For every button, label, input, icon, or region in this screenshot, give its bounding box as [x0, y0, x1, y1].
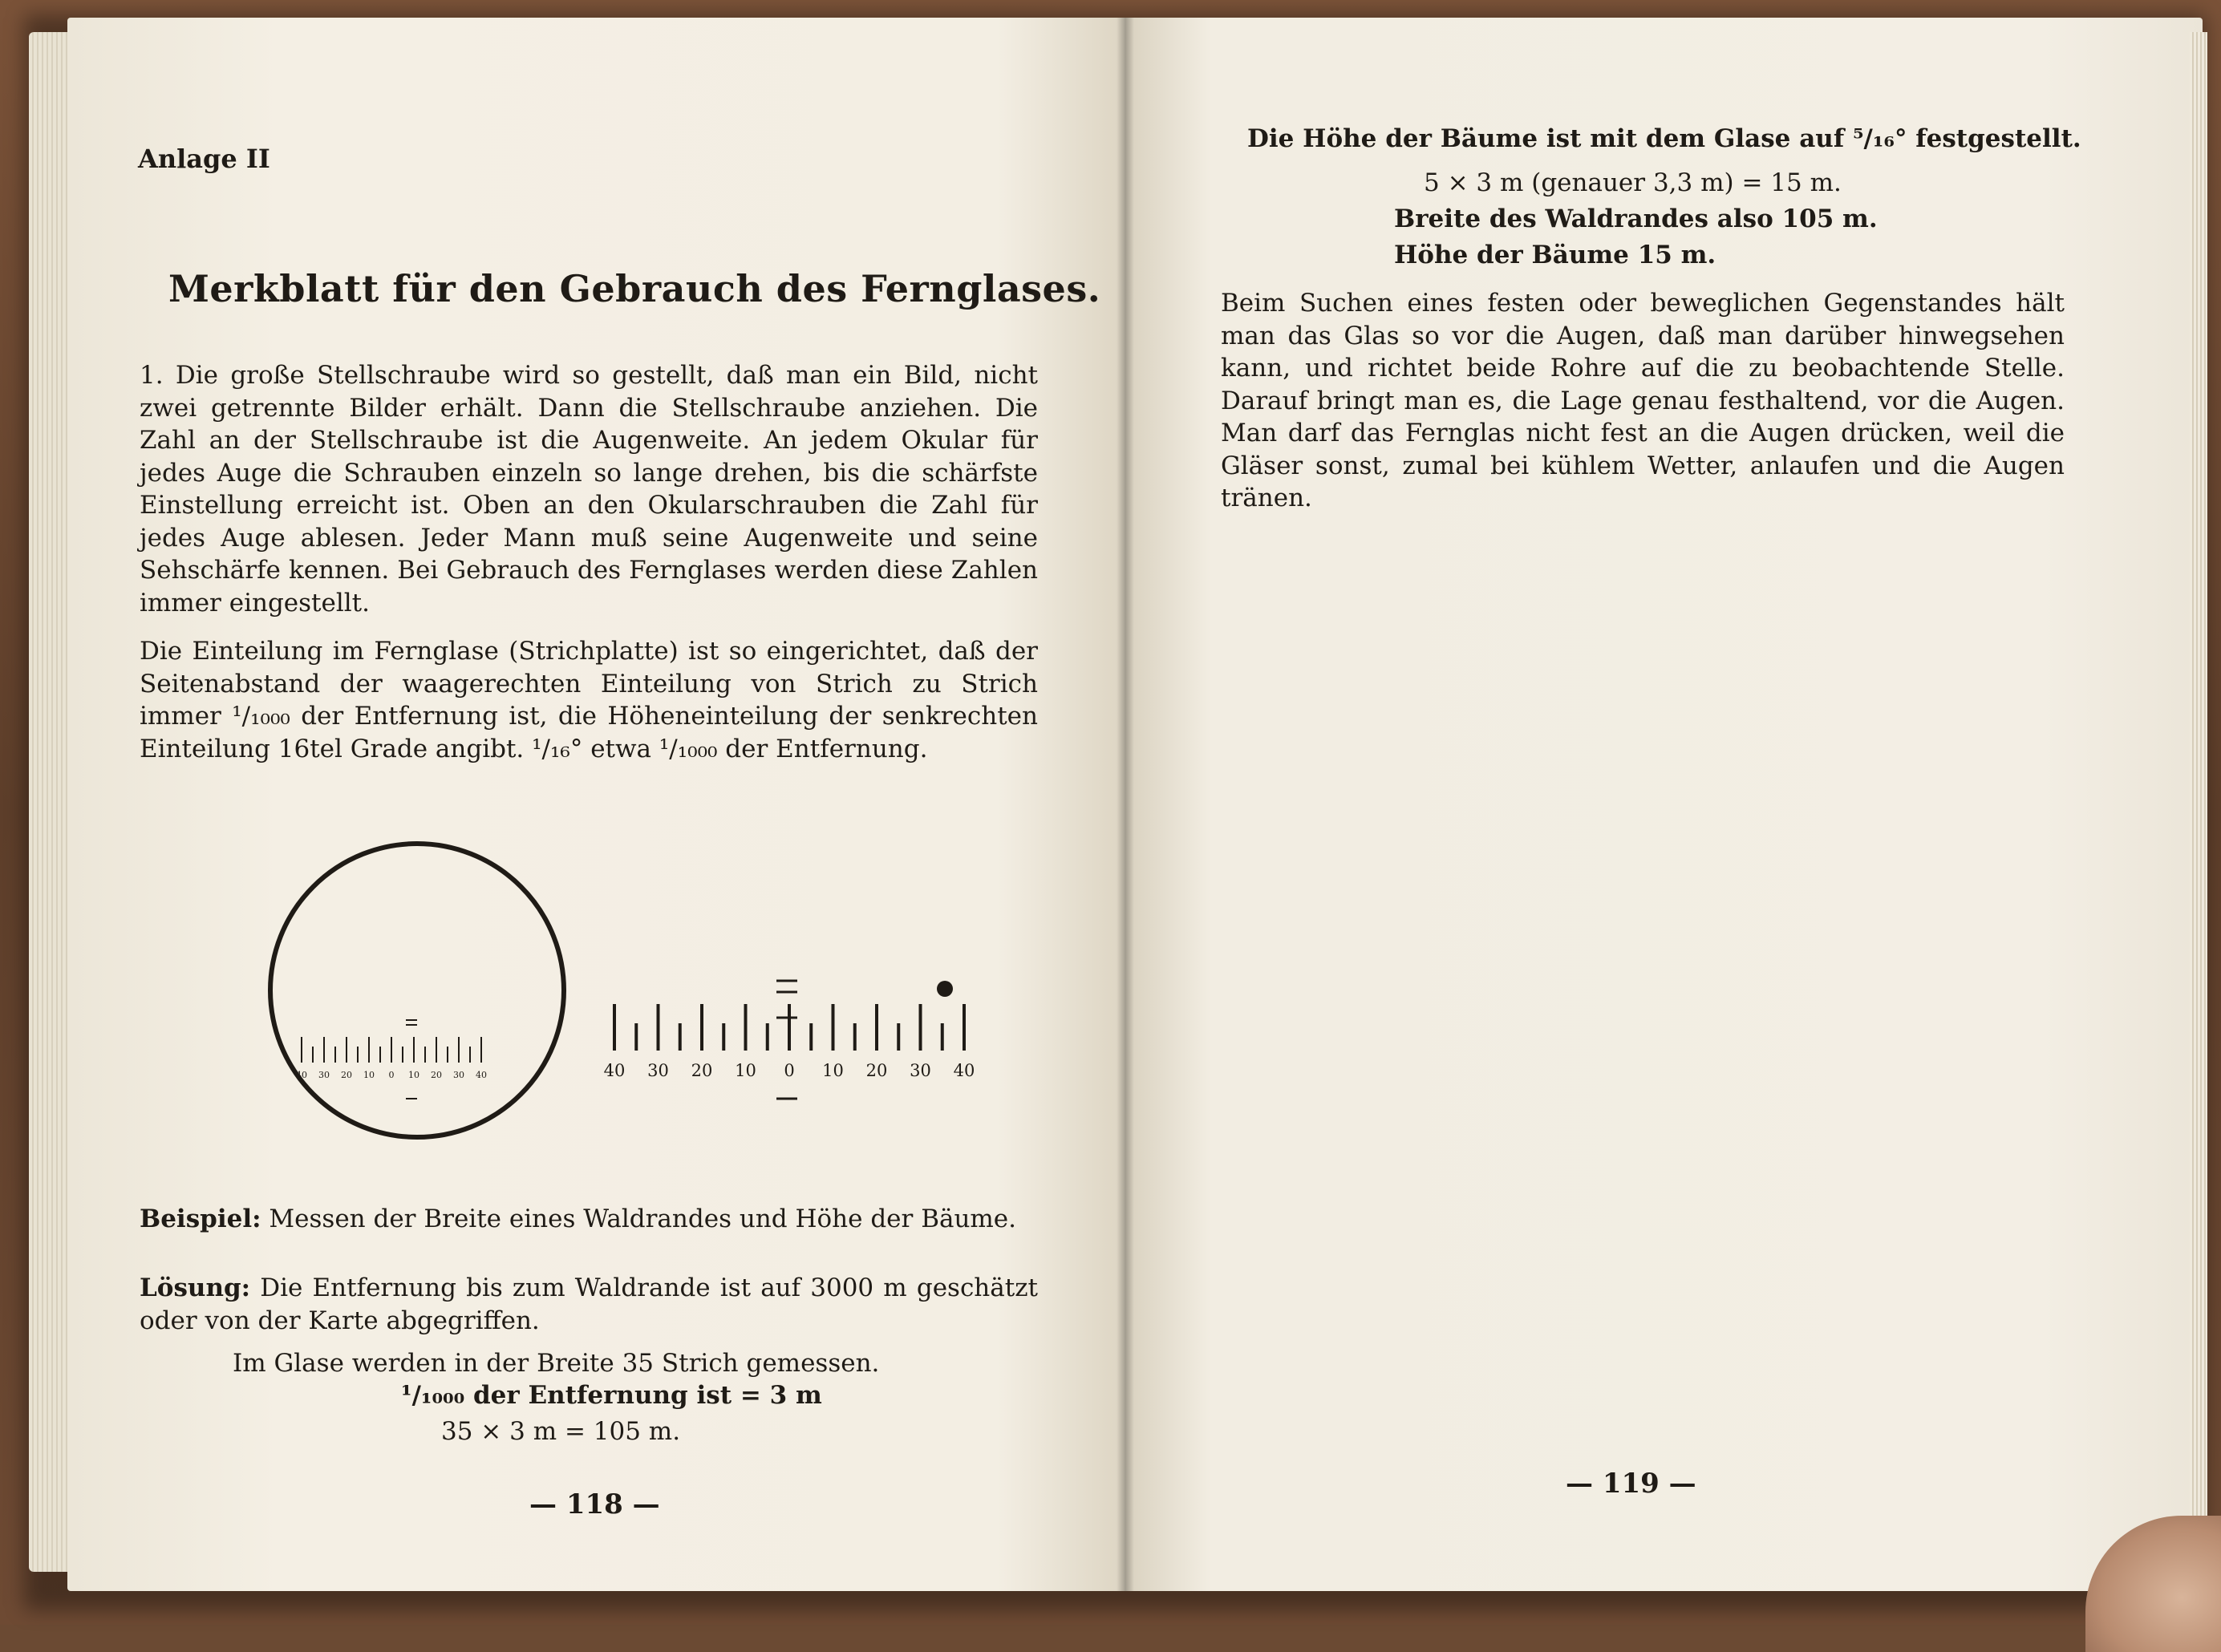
- paragraph-2: Die Einteilung im Fernglase (Strichplatte) ist so eingerichtet, daß der Seitenabstand der waagerechten Einteilung von Strich zu Strich immer ¹/₁₀₀₀ der Entfernung ist, die Höheneinteilung der senkrechten Einteilung 16tel Grade angibt. ¹/₁₆° etwa ¹/₁₀₀₀ der Entfernung.: [140, 637, 1038, 763]
- large-reticle-ticks: [614, 1004, 964, 1051]
- target-dot: [937, 981, 953, 997]
- large-reticle-labels: [604, 1061, 975, 1080]
- small-reticle-ticks: [302, 1037, 481, 1063]
- example-text: Messen der Breite eines Waldrandes und Höhe der Bäume.: [269, 1205, 1017, 1233]
- solution-label: Lösung:: [140, 1273, 251, 1302]
- reticle-label: 10: [408, 1070, 419, 1080]
- reticle-label: 20: [865, 1061, 888, 1080]
- reticle-label: 30: [318, 1070, 330, 1080]
- solution-block: [140, 1272, 1038, 1337]
- reticle-label: 40: [603, 1061, 626, 1080]
- reticle-label: 20: [341, 1070, 352, 1080]
- example-label: Beispiel:: [140, 1205, 261, 1233]
- book-spine: [1117, 18, 1134, 1591]
- tree-height-line: Die Höhe der Bäume ist mit dem Glase auf ⁵/₁₆° festgestellt.: [1247, 124, 2081, 153]
- solution-text: Die Entfernung bis zum Waldrande ist auf 3000 m geschätzt oder von der Karte abgegriffen.: [140, 1273, 1038, 1335]
- reticle-label: 0: [784, 1061, 795, 1080]
- reticle-label: 30: [910, 1061, 931, 1080]
- reticle-circle-view: [270, 844, 564, 1137]
- forest-width-line: Breite des Waldrandes also 105 m.: [1394, 204, 1878, 233]
- calculation-line: 35 × 3 m = 105 m.: [441, 1417, 681, 1446]
- search-paragraph: Beim Suchen eines festen oder beweglichen Gegenstandes hält man das Glas so vor die Augen, daß man darüber hinwegsehen kann, und richtet beide Rohre auf die zu beobachtende Stelle. Darauf bringt man es, die Lage genau festhaltend, vor die Augen. Man darf das Fernglas nicht fest an die Augen drücken, weil die Gläser sonst, zumal bei kühlem Wetter, anlaufen und die Augen tränen.: [1221, 289, 2065, 512]
- page-number-left: — 118 —: [529, 1488, 660, 1520]
- reticle-label: 40: [476, 1070, 487, 1080]
- example-block: [140, 1203, 1038, 1236]
- reticle-label: 10: [363, 1070, 375, 1080]
- height-calculation-line: 5 × 3 m (genauer 3,3 m) = 15 m.: [1424, 168, 1842, 197]
- reticle-label: 10: [822, 1061, 844, 1080]
- page-title: Merkblatt für den Gebrauch des Fernglases.: [168, 267, 1101, 310]
- reticle-label: 40: [296, 1070, 307, 1080]
- reticle-enlarged-scale: [604, 981, 975, 1099]
- annex-label: Anlage II: [138, 144, 270, 174]
- paragraph-1: 1. Die große Stellschraube wird so gestellt, daß man ein Bild, nicht zwei getrennte Bilder erhält. Dann die Stellschraube anziehen. Die Zahl an der Stellschraube ist die Augenweite. An jedem Okular für jedes Auge die Schrauben einzeln so lange drehen, bis die schärfste Einstellung erreicht ist. Oben an den Okularschrauben die Zahl für jedes Auge ablesen. Jeder Mann muß seine Augenweite und seine Sehschärfe kennen. Bei Gebrauch des Fernglases werden diese Zahlen immer eingestellt.: [140, 361, 1038, 617]
- reticle-diagram: [257, 834, 1027, 1171]
- reticle-label: 30: [453, 1070, 464, 1080]
- right-page-edges: [2190, 32, 2207, 1556]
- reticle-label: 0: [388, 1070, 395, 1080]
- reticle-label: 20: [431, 1070, 442, 1080]
- reticle-label: 10: [735, 1061, 756, 1080]
- reticle-label: 40: [953, 1061, 975, 1080]
- reticle-label: 30: [647, 1061, 669, 1080]
- small-reticle-labels: [296, 1070, 487, 1080]
- page-number-right: — 119 —: [1566, 1468, 1696, 1500]
- measured-line: Im Glase werden in der Breite 35 Strich gemessen.: [233, 1349, 880, 1378]
- tree-height-result-line: Höhe der Bäume 15 m.: [1394, 241, 1716, 269]
- reticle-label: 20: [691, 1061, 713, 1080]
- fraction-line: ¹/₁₀₀₀ der Entfernung ist = 3 m: [401, 1381, 822, 1410]
